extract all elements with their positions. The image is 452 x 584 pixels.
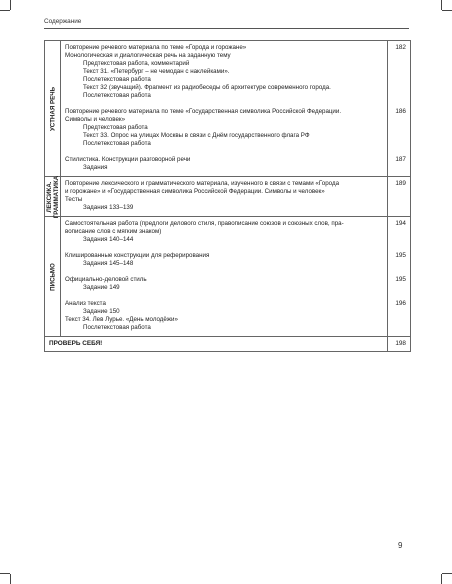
toc-line: Монологическая и диалогическая речь на заданную тему xyxy=(65,52,231,59)
toc-section xyxy=(45,41,410,177)
section-label: ПИСЬМО xyxy=(49,262,56,291)
toc-entry xyxy=(65,300,383,332)
toc-line: Официально-деловой стиль xyxy=(65,276,147,283)
toc-entry xyxy=(65,180,383,212)
toc-entry xyxy=(65,252,383,268)
section-label-line: ГРАММАТИКА xyxy=(52,175,60,218)
toc-line: Повторение речевого материала по теме «Государственная символика Российской Федерации. xyxy=(65,108,342,115)
toc-line: Задания 145–148 xyxy=(83,260,134,267)
toc-line: Повторение речевого материала по теме «Города и горожане» xyxy=(65,44,247,51)
toc-line: Текст 34. Лев Лурье. «День молодёжи» xyxy=(65,316,178,323)
section-label-line: ЛЕКСИКА. xyxy=(45,180,53,213)
section-side-cell xyxy=(45,217,61,336)
toc-line: Задания xyxy=(83,164,108,171)
page-number: 9 xyxy=(398,541,403,550)
page-ref: 198 xyxy=(395,340,406,347)
section-pages xyxy=(388,217,410,336)
toc-line: Тесты xyxy=(65,196,83,203)
toc-line: Текст 33. Опрос на улицах Москвы в связи с Днём государственного флага РФ xyxy=(83,132,310,139)
page-ref: 195 xyxy=(395,252,406,259)
toc-line: Текст 31. «Петербург – не чемодан с наклейками». xyxy=(83,68,230,75)
toc-line: Предтекстовая работа, комментарий xyxy=(83,60,190,67)
crop-mark xyxy=(442,573,452,574)
toc-entry xyxy=(65,44,383,100)
crop-mark xyxy=(441,0,442,10)
section-content xyxy=(61,177,388,216)
toc-line: Стилистика. Конструкции разговорной речи xyxy=(65,156,191,163)
page-ref: 195 xyxy=(395,276,406,283)
crop-mark xyxy=(441,574,442,584)
page-ref: 186 xyxy=(395,108,406,115)
toc-entry xyxy=(65,276,383,292)
toc-line: Повторение лексического и грамматического материала, изученного в связи с темами «Города xyxy=(65,180,340,187)
section-label xyxy=(46,175,60,218)
section-side-cell xyxy=(45,177,61,216)
toc-line: Текст 32 (звучащий). Фрагмент из радиобеседы об архитектуре современного города. xyxy=(83,84,331,91)
toc-line: и горожане» и «Государственная символика Российской Федерации. Символы и человек» xyxy=(65,188,325,195)
section-pages xyxy=(388,177,410,216)
crop-mark xyxy=(10,574,11,584)
page-ref: 187 xyxy=(395,156,406,163)
toc-line: Послетекстовая работа xyxy=(83,76,151,83)
toc-line: Анализ текста xyxy=(65,300,106,307)
crop-mark xyxy=(442,10,452,11)
crop-mark xyxy=(10,0,11,10)
toc-line: Самостоятельная работа (предлоги делового стиля, правописание союзов и союзных слов, пра- xyxy=(65,220,344,227)
toc-line: Задание 149 xyxy=(83,284,120,291)
toc-line: Символы и человек» xyxy=(65,116,126,123)
toc-line: Задание 150 xyxy=(83,308,120,315)
toc-line: вописание слов с мягким знаком) xyxy=(65,228,162,235)
section-label: УСТНАЯ РЕЧЬ xyxy=(49,86,56,131)
toc-line: Послетекстовая работа xyxy=(83,140,151,147)
section-content xyxy=(61,217,388,336)
toc-line: Послетекстовая работа xyxy=(83,324,151,331)
page-ref: 196 xyxy=(395,300,406,307)
toc-section xyxy=(45,177,410,217)
review-row xyxy=(45,337,410,351)
crop-mark xyxy=(0,573,10,574)
page-ref: 182 xyxy=(395,44,406,51)
toc-table xyxy=(44,40,411,352)
toc-entry xyxy=(65,108,383,148)
toc-section xyxy=(45,217,410,337)
toc-entry xyxy=(65,156,383,172)
toc-line: Клишированные конструкции для реферирования xyxy=(65,252,210,259)
section-side-cell xyxy=(45,41,61,176)
running-header: Содержание xyxy=(44,18,82,25)
toc-entry xyxy=(65,220,383,244)
page-ref: 194 xyxy=(395,220,406,227)
header-rule xyxy=(44,28,409,29)
crop-mark xyxy=(0,10,10,11)
review-label: ПРОВЕРЬ СЕБЯ! xyxy=(45,337,388,351)
toc-line: Предтекстовая работа xyxy=(83,124,148,131)
toc-line: Задания 140–144 xyxy=(83,236,134,243)
section-pages xyxy=(388,41,410,176)
toc-line: Послетекстовая работа xyxy=(83,92,151,99)
toc-line: Задания 133–139 xyxy=(83,204,134,211)
page-ref: 189 xyxy=(395,180,406,187)
section-content xyxy=(61,41,388,176)
